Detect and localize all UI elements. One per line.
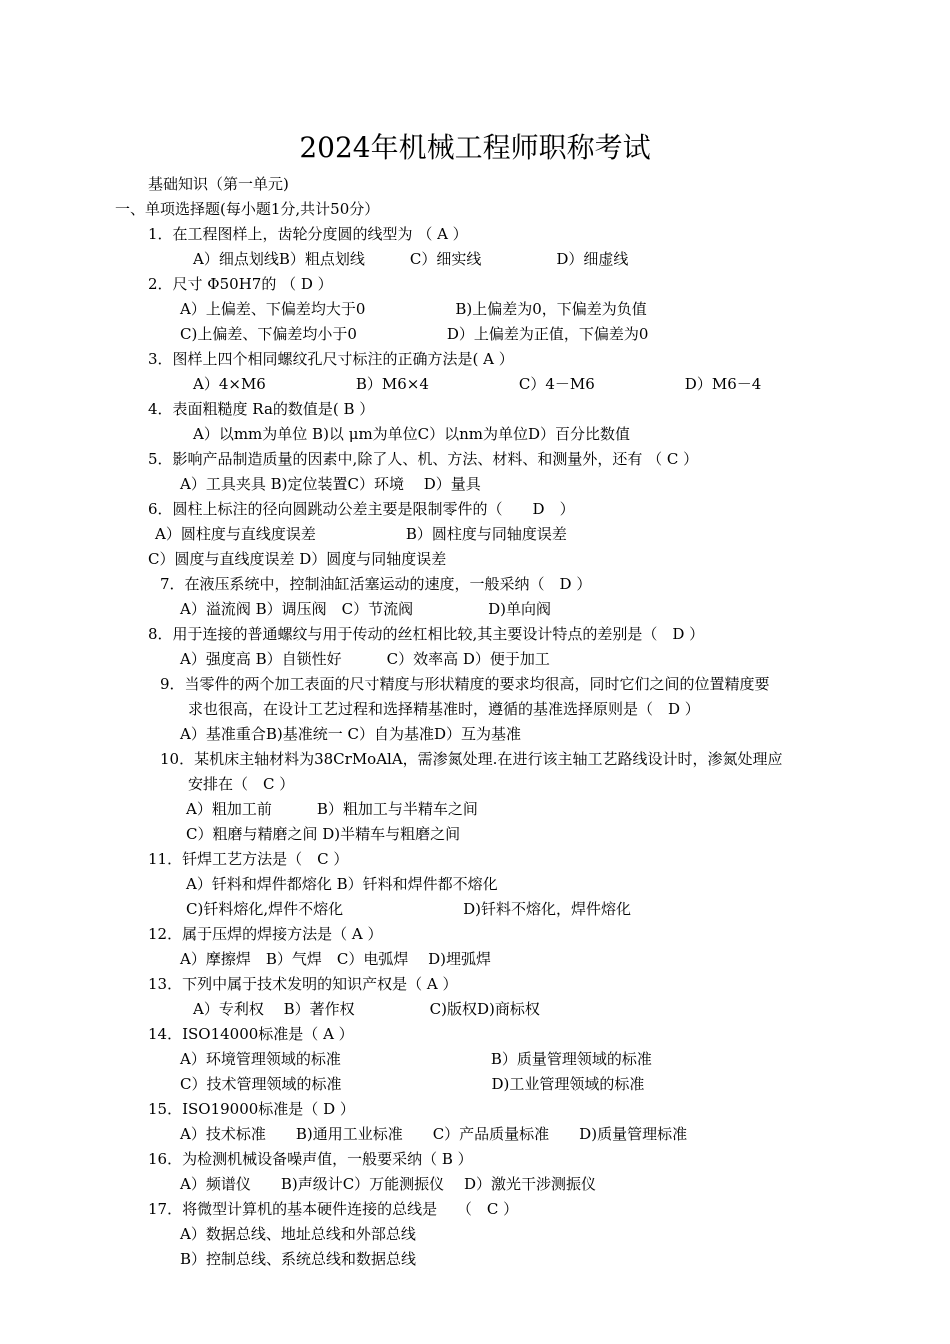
options-6b: C）圆度与直线度误差 D）圆度与同轴度误差: [148, 550, 447, 568]
options-17b: B）控制总线、系统总线和数据总线: [180, 1250, 417, 1268]
question-16: 16．为检测机械设备噪声值，一般要采纳（ B ）: [148, 1150, 473, 1168]
options-2a: A）上偏差、下偏差均大于0 B)上偏差为0，下偏差为负值: [180, 300, 647, 318]
options-11b: C)钎料熔化,焊件不熔化 D)钎料不熔化，焊件熔化: [186, 900, 631, 918]
options-2b: C)上偏差、下偏差均小于0 D）上偏差为正值，下偏差为0: [180, 325, 649, 343]
options-12: A）摩擦焊 B）气焊 C）电弧焊 D)埋弧焊: [180, 950, 491, 968]
options-13: A）专利权 B）著作权 C)版权D)商标权: [193, 1000, 540, 1018]
options-1: A）细点划线B）粗点划线 C）细实线 D）细虚线: [193, 250, 629, 268]
question-17: 17．将微型计算机的基本硬件连接的总线是 （ C ）: [148, 1200, 519, 1218]
options-8: A）强度高 B）自锁性好 C）效率高 D）便于加工: [180, 650, 550, 668]
question-10: 10．某机床主轴材料为38CrMoAlA，需渗氮处理.在进行该主轴工艺路线设计时，渗氮处理应: [160, 750, 783, 768]
options-4: A）以mm为单位 B)以 μm为单位C）以nm为单位D）百分比数值: [193, 425, 631, 443]
question-9: 9．当零件的两个加工表面的尺寸精度与形状精度的要求均很高，同时它们之间的位置精度要: [160, 675, 770, 693]
question-5: 5．影响产品制造质量的因素中,除了人、机、方法、材料、和测量外，还有 （ C ）: [148, 450, 699, 468]
question-6: 6．圆柱上标注的径向圆跳动公差主要是限制零件的（ D ）: [148, 500, 575, 518]
question-7: 7．在液压系统中，控制油缸活塞运动的速度，一般采纳（ D ）: [160, 575, 592, 593]
options-5: A）工具夹具 B)定位装置C）环境 D）量具: [180, 475, 481, 493]
options-3: A）4×M6 B）M6×4 C）4－M6 D）M6－4: [193, 375, 762, 393]
question-14: 14．ISO14000标准是（ A ）: [148, 1025, 354, 1043]
unit-subtitle: 基础知识（第一单元): [148, 175, 289, 193]
question-15: 15．ISO19000标准是（ D ）: [148, 1100, 355, 1118]
options-7: A）溢流阀 B）调压阀 C）节流阀 D)单向阀: [180, 600, 551, 618]
options-14a: A）环境管理领域的标准 B）质量管理领域的标准: [180, 1050, 652, 1068]
options-11a: A）钎料和焊件都熔化 B）钎料和焊件都不熔化: [186, 875, 498, 893]
question-2: 2．尺寸 Φ50H7的 （ D ）: [148, 275, 333, 293]
options-10a: A）粗加工前 B）粗加工与半精车之间: [186, 800, 478, 818]
options-17a: A）数据总线、地址总线和外部总线: [180, 1225, 416, 1243]
question-12: 12．属于压焊的焊接方法是（ A ）: [148, 925, 383, 943]
question-3: 3．图样上四个相同螺纹孔尺寸标注的正确方法是( A ）: [148, 350, 514, 368]
question-9-cont: 求也很高，在设计工艺过程和选择精基准时，遵循的基准选择原则是（ D ）: [188, 700, 700, 718]
options-10b: C）粗磨与精磨之间 D)半精车与粗磨之间: [186, 825, 461, 843]
options-6a: A）圆柱度与直线度误差 B）圆柱度与同轴度误差: [155, 525, 567, 543]
question-10-cont: 安排在（ C ）: [188, 775, 295, 793]
page-title: 2024年机械工程师职称考试: [299, 131, 651, 164]
question-13: 13．下列中属于技术发明的知识产权是（ A ）: [148, 975, 458, 993]
options-14b: C）技术管理领域的标准 D)工业管理领域的标准: [180, 1075, 645, 1093]
options-16: A）频谱仪 B)声级计C）万能测振仪 D）激光干涉测振仪: [180, 1175, 596, 1193]
question-8: 8．用于连接的普通螺纹与用于传动的丝杠相比较,其主要设计特点的差别是（ D ）: [148, 625, 705, 643]
options-9: A）基准重合B)基准统一 C）自为基准D）互为基准: [180, 725, 521, 743]
section-heading: 一、单项选择题(每小题1分,共计50分）: [115, 200, 380, 218]
question-1: 1．在工程图样上，齿轮分度圆的线型为 （ A ）: [148, 225, 468, 243]
options-15: A）技术标准 B)通用工业标准 C）产品质量标准 D)质量管理标准: [180, 1125, 688, 1143]
question-11: 11．钎焊工艺方法是（ C ）: [148, 850, 349, 868]
question-4: 4．表面粗糙度 Ra的数值是( B ）: [148, 400, 375, 418]
